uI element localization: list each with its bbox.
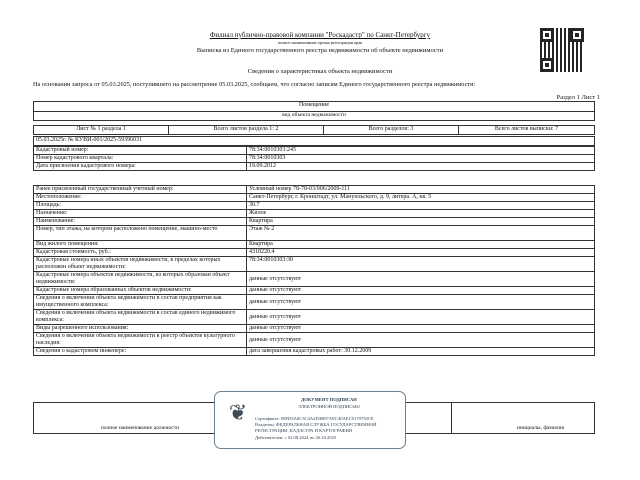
table-row: Местоположение: Санкт-Петербург, г. Кронштадт, ул. Манунльского, д. 9, литера. А, кв. 5: [34, 194, 595, 202]
table-row: Наименование: Квартира: [34, 218, 595, 226]
table-row: Вид жилого помещения: Квартира: [34, 241, 595, 249]
table-row: Кадастровые номера образованных объектов недвижимости: данные отсутствуют: [34, 287, 595, 295]
registrar-name: Филиал публично-правовой компании "Роскадастр" по Санкт-Петербургу: [209, 31, 431, 39]
coat-of-arms-icon: ❦: [228, 400, 248, 425]
table-row: Сведения о включении объекта недвижимости в состав предприятия как имущественного комплекса: данные отсутствуют: [34, 295, 595, 310]
sheet-info-table: [33, 125, 595, 135]
table-row: Кадастровые номера иных объектов недвижимости, в пределах которых расположен объект недвижимости: 78:34:0010303:30: [34, 257, 595, 272]
doc-number-table: [33, 136, 595, 146]
table-row: Виды разрешенного использования: данные отсутствуют: [34, 325, 595, 333]
table-row: Сведения о кадастровом инженере: дата завершения кадастровых работ: 30.12.2009: [34, 348, 595, 356]
table-row: Ранее присвоенный государственный учетный номер: Условный номер 78-78-03/006/2009-111: [34, 186, 595, 194]
object-type: Помещение: [34, 102, 595, 112]
table-row: Номер, тип этажа, на котором расположено помещение, машино-место Этаж № 2: [34, 226, 595, 241]
object-type-table: [33, 101, 595, 121]
table-row: Площадь: 30.7: [34, 202, 595, 210]
object-type-caption: вид объекта недвижимости: [34, 112, 595, 121]
position-caption: полное наименование должности: [34, 425, 247, 434]
qr-code-icon: [540, 28, 584, 72]
table-row: Кадастровые номера объектов недвижимости, из которых образован объект недвижимости: данные отсутствуют: [34, 272, 595, 287]
section-label: Раздел 1 Лист 1: [556, 94, 600, 101]
sheets-in-section: Всего листов раздела 1: 2: [169, 126, 324, 135]
e-signature-stamp: ❦ ДОКУМЕНТ ПОДПИСАН ЭЛЕКТРОННОЙ ПОДПИСЬЮ Сертификат: 00FD3A8C5C4A2D3B97AEC40AEC0170750CE Владелец: ФЕДЕРАЛЬНАЯ СЛУЖБА ГОСУДАРСТВЕННОЙ РЕГИСТРАЦИИ, КАДАСТРА И КАРТОГРАФИИ Действителен: с 02.08.2024 по 26.10.2025: [214, 391, 406, 449]
table-row: Сведения о включении объекта недвижимости в состав единого недвижимого комплекса: данные отсутствуют: [34, 310, 595, 325]
request-info: На основании запроса от 05.03.2025, поступившего на рассмотрение 05.03.2025, сообщаем, что согласно записям Единого государственного реестра недвижимости:: [33, 81, 476, 88]
cadastral-table: [33, 146, 595, 171]
sheet-number: Лист № 1 раздела 1: [34, 126, 169, 135]
table-row: Сведения о включении объекта недвижимости в реестр объектов культурного наследия: данные отсутствуют: [34, 333, 595, 348]
sheets-total: Всего листов выписки: 7: [459, 126, 595, 135]
characteristics-table: [33, 185, 595, 356]
table-row: Номер кадастрового квартала: 78:34:0010303: [34, 155, 595, 163]
name-caption: инициалы, фамилия: [452, 425, 595, 434]
table-row: Кадастровый номер: 78:34:0010303:245: [34, 147, 595, 155]
sections-total: Всего разделов: 3: [324, 126, 459, 135]
document-subtitle: Сведения о характеристиках объекта недвижимости: [247, 68, 393, 75]
document-title: Выписка из Единого государственного реестра недвижимости об объекте недвижимости: [196, 47, 444, 54]
doc-number: 05.03.2025г. № КУВИ-001/2025-59396031: [34, 137, 595, 146]
table-row: Дата присвоения кадастрового номера: 19.09.2012: [34, 163, 595, 171]
table-row: Кадастровая стоимость, руб.: 4310220.4: [34, 249, 595, 257]
registrar-caption: полное наименование органа регистрации прав: [277, 40, 363, 45]
table-row: Назначение: Жилое: [34, 210, 595, 218]
